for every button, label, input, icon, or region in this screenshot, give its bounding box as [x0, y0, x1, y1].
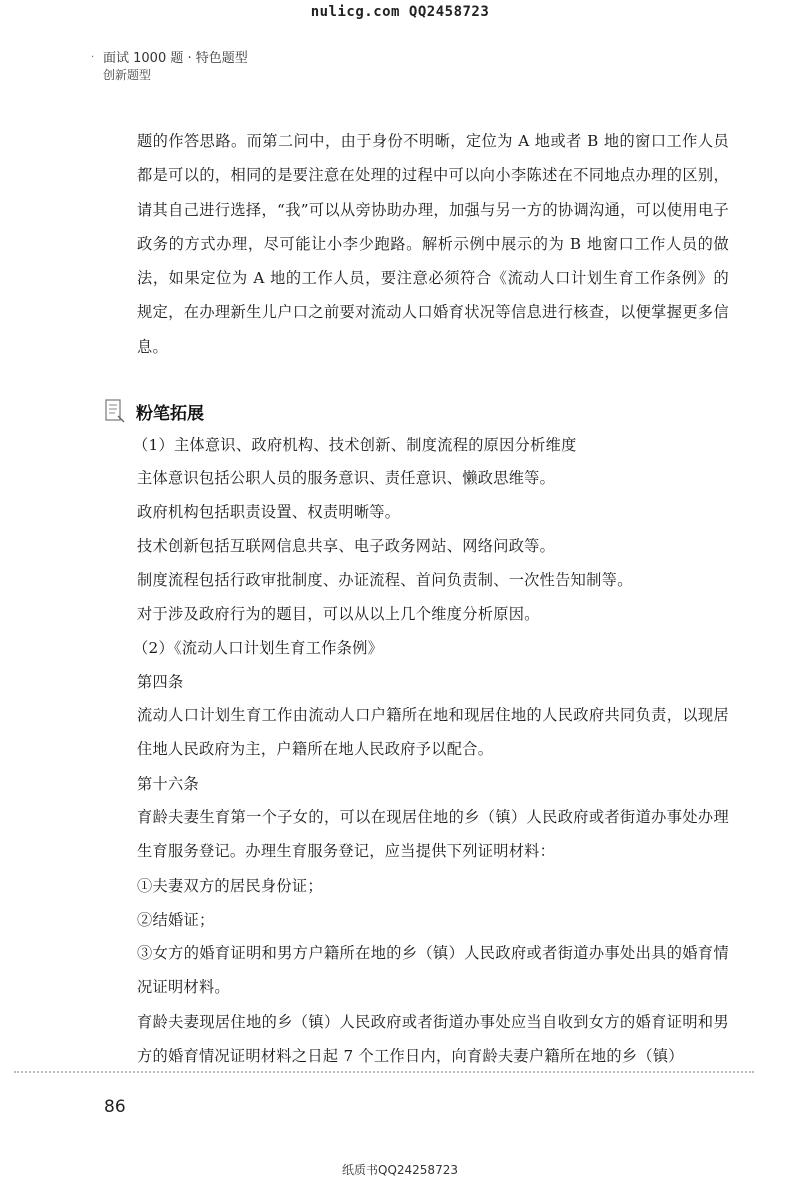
extension-line-4: 技术创新包括互联网信息共享、电子政务网站、网络问政等。 — [137, 537, 556, 555]
extension-line-1: （1）主体意识、政府机构、技术创新、制度流程的原因分析维度 — [133, 436, 577, 454]
list-item-3: ③女方的婚育证明和男方户籍所在地的乡（镇）人民政府或者街道办事处出具的婚育情况证明材料。 — [137, 944, 729, 996]
bottom-watermark: 纸质书QQ24258723 — [342, 1163, 458, 1177]
section-title: 创新题型 — [103, 68, 152, 82]
article-4-text: 流动人口计划生育工作由流动人口户籍所在地和现居住地的人民政府共同负责，以现居住地人民政府为主，户籍所在地人民政府予以配合。 — [137, 706, 729, 758]
list-item-1: ①夫妻双方的居民身份证； — [137, 877, 323, 895]
page-divider — [14, 1071, 754, 1073]
extension-line-2: 主体意识包括公职人员的服务意识、责任意识、懒政思维等。 — [137, 469, 556, 487]
article-4-title: 第四条 — [137, 673, 184, 691]
extension-line-6: 对于涉及政府行为的题目，可以从以上几个维度分析原因。 — [137, 605, 540, 623]
extension-line-7: （2）《流动人口计划生育工作条例》 — [133, 639, 384, 657]
extension-header — [104, 398, 204, 424]
article-16-title: 第十六条 — [137, 775, 199, 793]
list-item-2: ②结婚证； — [137, 911, 215, 929]
book-series-title: 面试 1000 题 · 特色题型 — [103, 51, 248, 66]
final-paragraph: 育龄夫妻现居住地的乡（镇）人民政府或者街道办事处应当自收到女方的婚育证明和男方的婚育情况证明材料之日起 7 个工作日内，向育龄夫妻户籍所在地的乡（镇） — [137, 1013, 729, 1065]
extension-line-5: 制度流程包括行政审批制度、办证流程、首问负责制、一次性告知制等。 — [137, 571, 633, 589]
extension-title: 粉笔拓展 — [136, 403, 204, 424]
top-watermark: nulicg.com QQ2458723 — [310, 4, 490, 20]
header-bullet: . — [91, 49, 95, 60]
note-icon — [104, 398, 126, 424]
intro-paragraph: 题的作答思路。而第二问中，由于身份不明晰，定位为 A 地或者 B 地的窗口工作人员都是可以的，相同的是要注意在处理的过程中可以向小李陈述在不同地点办理的区别，请其自己进行选择，“我”可以从旁协助办理，加强与另一方的协调沟通，可以使用电子政务的方式办理，尽可能让小李少跑路。解析示例中展示的为 B 地窗口工作人员的做法，如果定位为 A 地的工作人员，要注意必须符合《流动人口计划生育工作条例》的规定，在办理新生儿户口之前要对流动人口婚育状况等信息进行核查，以便掌握更多信息。 — [137, 132, 729, 356]
article-16-text: 育龄夫妻生育第一个子女的，可以在现居住地的乡（镇）人民政府或者街道办事处办理生育服务登记。办理生育服务登记，应当提供下列证明材料： — [137, 808, 729, 860]
page-number: 86 — [104, 1097, 126, 1117]
extension-line-3: 政府机构包括职责设置、权责明晰等。 — [137, 503, 401, 521]
